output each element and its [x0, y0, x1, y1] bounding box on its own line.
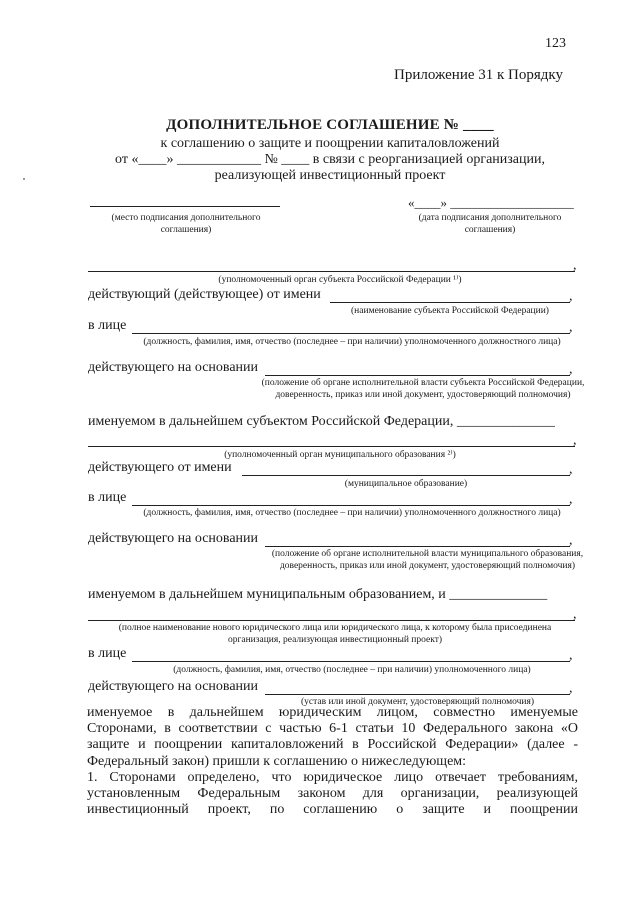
preamble-paragraph	[87, 705, 578, 770]
acting-basis-label: действующего на основании	[88, 531, 259, 546]
comma: ,	[569, 289, 573, 304]
municipality-caption: (муниципальное образование)	[344, 479, 468, 489]
text-line: именуемое в дальнейшем юридическим лицом, совместно именуемые	[87, 705, 578, 720]
basis-document-line[interactable]	[265, 375, 570, 376]
document-title: ДОПОЛНИТЕЛЬНОЕ СОГЛАШЕНИЕ № ____	[166, 117, 494, 133]
scan-speck	[23, 178, 25, 180]
text-line: Федеральный закон) пришли к соглашению о нижеследующем:	[87, 753, 467, 769]
basis-document-line[interactable]	[265, 546, 570, 547]
comma: ,	[573, 607, 577, 622]
page-number: 123	[545, 36, 566, 51]
authority-subject-line[interactable]	[88, 271, 575, 272]
official-person-line[interactable]	[132, 505, 570, 506]
legal-entity-line[interactable]	[88, 620, 575, 621]
comma: ,	[569, 362, 573, 377]
text-line: Сторонами, в соответствии с частью 6-1 статьи 10 Федерального закона «О	[87, 721, 578, 737]
appendix-reference: Приложение 31 к Порядку	[394, 67, 563, 83]
comma: ,	[569, 492, 573, 507]
text-line: установленным Федеральным законом для организации, реализующей	[87, 786, 578, 802]
named-subject-label: именуемом в дальнейшем субъектом Российской Федерации, ______________	[88, 414, 555, 429]
person-label: в лице	[88, 490, 127, 505]
comma: ,	[569, 533, 573, 548]
document-subtitle-line-2: от «____» ____________ № ____ в связи с реорганизацией организации,	[115, 152, 545, 167]
comma: ,	[569, 681, 573, 696]
municipality-line[interactable]	[242, 475, 570, 476]
sign-date-caption: (дата подписания дополнительного соглашения)	[418, 213, 562, 235]
comma: ,	[569, 320, 573, 335]
representative-caption: (должность, фамилия, имя, отчество (последнее – при наличии) уполномоченного лица)	[173, 665, 531, 675]
basis-document-line[interactable]	[265, 694, 570, 695]
official-person-caption: (должность, фамилия, имя, отчество (последнее – при наличии) уполномоченного должностного лица)	[143, 337, 561, 347]
text-line: 1. Сторонами определено, что юридическое лицо отвечает требованиям,	[87, 770, 578, 785]
basis-document-caption: (устав или иной документ, удостоверяющий полномочия)	[300, 697, 535, 707]
person-label: в лице	[88, 318, 127, 333]
authority-municipal-line[interactable]	[88, 446, 575, 447]
basis-document-caption: (положение об органе исполнительной власти муниципального образования, доверенность, приказ или иной документ, удостоверяющий полномочия)	[271, 549, 584, 571]
authority-municipal-caption: (уполномоченный орган муниципального образования ²⁾)	[224, 450, 456, 460]
document-subtitle-line-1: к соглашению о защите и поощрении капиталовложений	[160, 136, 500, 151]
comma: ,	[569, 648, 573, 663]
named-municipal-label: именуемом в дальнейшем муниципальным образованием, и ______________	[88, 587, 548, 602]
basis-document-caption: (положение об органе исполнительной власти субъекта Российской Федерации, доверенность, приказ или иной документ, удостоверяющий полномочия)	[261, 378, 585, 400]
text-line: защите и поощрении капиталовложений в Российской Федерации» (далее -	[87, 737, 578, 753]
sign-date-field[interactable]: «____» ___________________	[408, 195, 574, 210]
legal-entity-caption: (полное наименование нового юридического лица или юридического лица, к которому была присоединена организация, реализующая инвестиционный проект)	[118, 623, 552, 645]
comma: ,	[573, 258, 577, 273]
text-line: инвестиционный проект, по соглашению о защите и поощрении	[87, 802, 578, 818]
document-subtitle-line-3: реализующей инвестиционный проект	[214, 168, 446, 183]
official-person-caption: (должность, фамилия, имя, отчество (последнее – при наличии) уполномоченного должностного лица)	[143, 508, 561, 518]
sign-place-caption: (место подписания дополнительного соглашения)	[111, 213, 261, 235]
official-person-line[interactable]	[132, 333, 570, 334]
person-label: в лице	[88, 646, 127, 661]
comma: ,	[573, 433, 577, 448]
subject-name-line[interactable]	[330, 302, 570, 303]
acting-basis-label: действующего на основании	[88, 360, 259, 375]
clause-1-paragraph	[87, 770, 578, 819]
authority-subject-caption: (уполномоченный орган субъекта Российской Федерации ¹⁾)	[218, 275, 462, 285]
acting-on-behalf-label: действующего от имени	[88, 460, 232, 475]
subject-name-caption: (наименование субъекта Российской Федерации)	[351, 306, 549, 316]
comma: ,	[569, 462, 573, 477]
representative-line[interactable]	[132, 661, 570, 662]
acting-on-behalf-label: действующий (действующее) от имени	[88, 287, 321, 302]
sign-place-line[interactable]	[90, 206, 280, 207]
acting-basis-label: действующего на основании	[88, 679, 259, 694]
